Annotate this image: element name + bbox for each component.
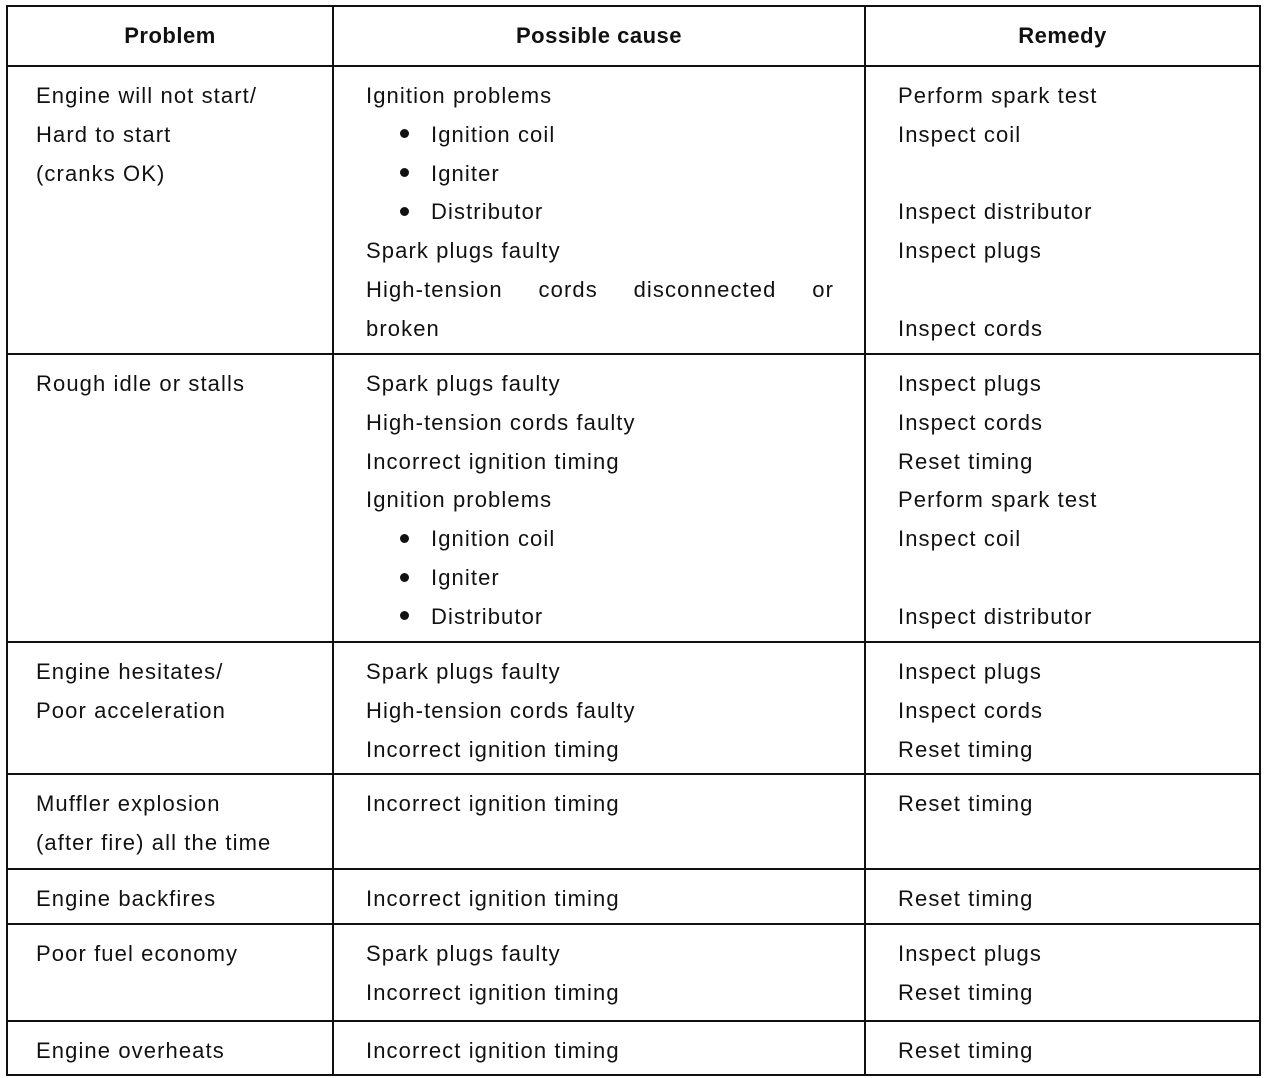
cause-bullet-item [366, 559, 834, 598]
remedy-text: Reset timing [898, 448, 1034, 474]
problem-cell [7, 774, 333, 869]
cause-item [366, 880, 834, 919]
cause-text: Incorrect ignition timing [366, 886, 620, 911]
cause-item [366, 974, 834, 1013]
cause-item [366, 443, 834, 482]
cause-text: High-tension cords faulty [366, 697, 636, 723]
cause-cell [333, 354, 865, 642]
problem-cell [7, 354, 333, 642]
cause-text: Spark plugs faulty [366, 659, 561, 684]
problem-cell [7, 66, 333, 354]
bullet-icon [400, 534, 409, 543]
cause-text: Incorrect ignition timing [366, 979, 620, 1005]
problem-text: Hard to start [36, 121, 172, 147]
cause-text: broken [366, 315, 440, 341]
cause-text: Ignition coil [431, 526, 556, 552]
remedy-text: Reset timing [898, 791, 1034, 816]
problem-text: Engine backfires [36, 886, 217, 911]
cause-text: Distributor [431, 199, 544, 225]
cause-item [366, 77, 834, 116]
cause-cell [333, 66, 865, 354]
cause-text: Igniter [431, 160, 500, 186]
remedy-text: Inspect distributor [898, 603, 1093, 629]
remedy-text: Inspect plugs [898, 941, 1042, 966]
remedy-text: Reset timing [898, 736, 1034, 762]
table-row [7, 354, 1260, 642]
cause-bullet-item [366, 598, 834, 637]
cause-text: Incorrect ignition timing [366, 1038, 620, 1063]
problem-text: (cranks OK) [36, 160, 166, 186]
cause-bullet-item [366, 193, 834, 232]
cause-item [366, 1032, 834, 1071]
problem-text: Engine overheats [36, 1038, 225, 1063]
problem-cell [7, 869, 333, 924]
remedy-text: Inspect cords [898, 697, 1044, 723]
remedy-cell [865, 354, 1260, 642]
problem-cell [7, 1021, 333, 1075]
header-row [7, 6, 1260, 66]
cause-text: Spark plugs faulty [366, 371, 561, 396]
cause-item [366, 310, 834, 349]
problem-text: Muffler explosion [36, 791, 221, 816]
remedy-text: Inspect plugs [898, 371, 1042, 396]
cause-item [366, 404, 834, 443]
cause-cell [333, 774, 865, 869]
cause-item [366, 365, 834, 404]
cause-text: Incorrect ignition timing [366, 448, 620, 474]
cause-text: Spark plugs faulty [366, 941, 561, 966]
remedy-text: Inspect plugs [898, 659, 1042, 684]
remedy-cell [865, 869, 1260, 924]
cause-item [366, 731, 834, 770]
remedy-text: Inspect cords [898, 409, 1044, 435]
remedy-cell [865, 1021, 1260, 1075]
remedy-cell [865, 774, 1260, 869]
cause-item [366, 692, 834, 731]
cause-text: High-tension cords faulty [366, 409, 636, 435]
table-row [7, 1021, 1260, 1075]
cause-text: Igniter [431, 564, 500, 590]
problem-text: Engine hesitates/ [36, 659, 224, 684]
cause-item [366, 232, 834, 271]
table-row [7, 66, 1260, 354]
problem-cell [7, 924, 333, 1021]
bullet-icon [400, 129, 409, 138]
cause-item [366, 935, 834, 974]
remedy-text: Reset timing [898, 886, 1034, 911]
remedy-text: Reset timing [898, 1038, 1034, 1063]
cause-bullet-item [366, 155, 834, 194]
header-problem: Problem [7, 6, 333, 66]
cause-bullet-item [366, 116, 834, 155]
cause-text: Ignition problems [366, 487, 553, 513]
table-row [7, 774, 1260, 869]
remedy-cell [865, 642, 1260, 774]
cause-item [366, 481, 834, 520]
cause-item [366, 785, 834, 824]
remedy-text [898, 155, 1249, 194]
cause-cell [333, 642, 865, 774]
bullet-icon [400, 207, 409, 216]
problem-text: Rough idle or stalls [36, 371, 246, 396]
cause-item [366, 653, 834, 692]
cause-cell [333, 869, 865, 924]
bullet-icon [400, 168, 409, 177]
cause-text: Incorrect ignition timing [366, 791, 620, 816]
remedy-text: Inspect coil [898, 121, 1022, 147]
cause-text: Ignition coil [431, 121, 556, 147]
cause-cell [333, 1021, 865, 1075]
bullet-icon [400, 573, 409, 582]
remedy-text [898, 559, 1249, 598]
cause-item [366, 271, 834, 310]
remedy-cell [865, 66, 1260, 354]
problem-text: Engine will not start/ [36, 83, 258, 108]
cause-text: Incorrect ignition timing [366, 736, 620, 762]
cause-text: Ignition problems [366, 83, 553, 108]
problem-text: Poor acceleration [36, 697, 226, 723]
problem-text: (after fire) all the time [36, 829, 272, 855]
cause-text: High-tension cords disconnected or [366, 276, 834, 302]
remedy-text: Inspect cords [898, 315, 1044, 341]
cause-bullet-item [366, 520, 834, 559]
remedy-text: Inspect distributor [898, 199, 1093, 225]
table-row [7, 869, 1260, 924]
remedy-text: Inspect plugs [898, 238, 1042, 264]
cause-text: Spark plugs faulty [366, 238, 561, 264]
table-row [7, 642, 1260, 774]
cause-cell [333, 924, 865, 1021]
header-remedy: Remedy [865, 6, 1260, 66]
remedy-text: Perform spark test [898, 487, 1098, 513]
troubleshooting-table [6, 5, 1261, 1076]
remedy-text [898, 271, 1249, 310]
problem-cell [7, 642, 333, 774]
remedy-cell [865, 924, 1260, 1021]
problem-text: Poor fuel economy [36, 941, 239, 966]
remedy-text: Inspect coil [898, 526, 1022, 552]
remedy-text: Perform spark test [898, 83, 1098, 108]
table-row [7, 924, 1260, 1021]
header-possible-cause: Possible cause [333, 6, 865, 66]
bullet-icon [400, 611, 409, 620]
cause-text: Distributor [431, 603, 544, 629]
remedy-text: Reset timing [898, 979, 1034, 1005]
